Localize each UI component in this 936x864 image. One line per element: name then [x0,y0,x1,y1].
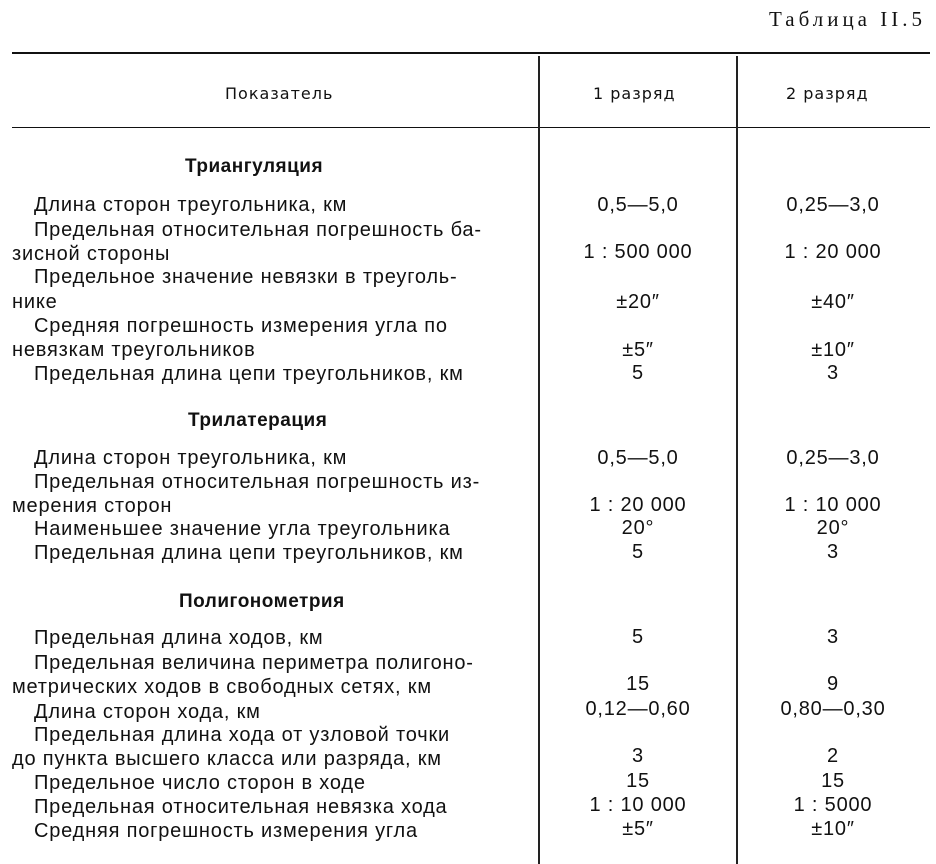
row-value-1: 20° [621,517,655,539]
row-label-line: Предельная длина цепи треугольников, км [34,363,464,385]
row-value-2: 3 [827,626,839,648]
header-rule [12,127,930,128]
row-value-1: 5 [632,626,644,648]
section-title-trilateration: Трилатерация [188,410,328,431]
row-value-2: 0,25—3,0 [786,194,880,216]
row-label-line: Предельное значение невязки в треуголь- [34,266,458,288]
row-value-2: 3 [827,362,839,384]
row-value-1: 15 [626,673,650,695]
row-label-line: Предельное число сторон в ходе [34,772,366,794]
row-label-line: Длина сторон хода, км [34,701,261,723]
row-value-2: 9 [827,673,839,695]
row-value-2: ±10″ [811,818,855,840]
row-value-1: 1 : 20 000 [589,494,687,516]
row-label-line: Длина сторон треугольника, км [34,447,348,469]
row-label-line: Предельная величина периметра полигоно- [34,652,474,674]
row-label-line: нике [12,291,58,313]
row-value-1: ±20″ [616,291,660,313]
row-label-line: мерения сторон [12,495,173,517]
row-label-line: Предельная относительная погрешность из- [34,471,481,493]
row-value-2: 1 : 10 000 [784,494,882,516]
row-label-line: Средняя погрешность измерения угла [34,820,418,842]
row-label-line: Предельная длина хода от узловой точки [34,724,450,746]
row-value-1: 0,12—0,60 [585,698,691,720]
row-value-2: 20° [816,517,850,539]
header-category-2: 2 разряд [786,84,869,103]
row-value-2: 3 [827,541,839,563]
row-label-line: Предельная относительная погрешность ба- [34,219,482,241]
row-label-line: Наименьшее значение угла треугольника [34,518,451,540]
row-label-line: до пункта высшего класса или разряда, км [12,748,442,770]
header-category-1: 1 разряд [593,84,676,103]
row-label-line: Предельная относительная невязка хода [34,796,448,818]
row-value-2: 2 [827,745,839,767]
row-label-line: Предельная длина цепи треугольников, км [34,542,464,564]
row-value-1: 5 [632,362,644,384]
section-title-triangulation: Триангуляция [185,156,324,177]
row-value-1: 3 [632,745,644,767]
row-value-1: 15 [626,770,650,792]
row-value-1: 1 : 10 000 [589,794,687,816]
row-value-1: 0,5—5,0 [597,194,679,216]
row-value-2: 0,25—3,0 [786,447,880,469]
row-label-line: Средняя погрешность измерения угла по [34,315,448,337]
row-value-2: 1 : 20 000 [784,241,882,263]
row-value-2: 1 : 5000 [793,794,873,816]
row-value-1: 1 : 500 000 [583,241,693,263]
section-title-polygonometry: Полигонометрия [179,591,345,612]
row-value-2: ±40″ [811,291,855,313]
top-rule [12,52,930,54]
row-value-2: 15 [821,770,845,792]
row-value-1: 5 [632,541,644,563]
row-label-line: Предельная длина ходов, км [34,627,324,649]
row-label-line: невязкам треугольников [12,339,256,361]
row-value-1: ±5″ [622,818,654,840]
row-value-2: ±10″ [811,339,855,361]
header-indicator: Показатель [225,84,334,103]
row-label-line: Длина сторон треугольника, км [34,194,348,216]
table-caption: Таблица II.5 [768,7,926,31]
row-label-line: метрических ходов в свободных сетях, км [12,676,432,698]
row-value-1: 0,5—5,0 [597,447,679,469]
row-label-line: зисной стороны [12,243,171,265]
row-value-2: 0,80—0,30 [780,698,886,720]
row-value-1: ±5″ [622,339,654,361]
